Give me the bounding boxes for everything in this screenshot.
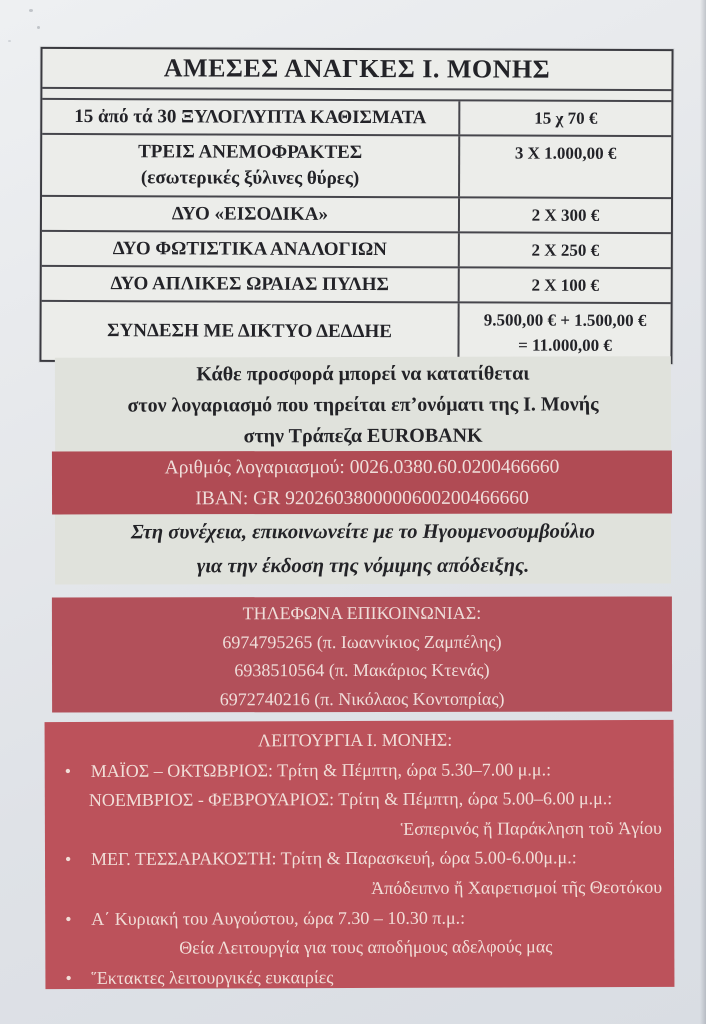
cost-value: 2 Χ 250 € bbox=[531, 240, 600, 260]
account-band bbox=[52, 450, 672, 514]
schedule-line bbox=[45, 814, 666, 846]
iban: IBAN: GR 9202603800000600200466660 bbox=[195, 487, 529, 510]
schedule-line bbox=[45, 962, 666, 994]
donation-line: στον λογαριασμό που τηρείται επ’ονόματι της Ι. Μονής bbox=[127, 393, 599, 417]
table-row bbox=[42, 232, 671, 269]
paper-speck bbox=[8, 40, 11, 42]
item-label: 15 ἀπό τά 30 ΞΥΛΟΓΛΥΠΤΑ ΚΑΘΙΣΜΑΤΑ bbox=[74, 105, 427, 128]
table-row bbox=[42, 100, 671, 137]
donation-line: Κάθε προσφορά μπορεί να κατατίθεται bbox=[196, 362, 530, 386]
cost-cell bbox=[460, 198, 671, 232]
item-cell bbox=[42, 197, 460, 231]
contacts-title: ΤΗΛΕΦΩΝΑ ΕΠΙΚΟΙΝΩΝΙΑΣ: bbox=[242, 602, 482, 624]
schedule-text: Ἀπόδειπνο ἤ Χαιρετισμοί τῆς Θεοτόκου bbox=[371, 876, 663, 898]
needs-table bbox=[39, 47, 673, 364]
account-number: Αριθμός λογαριασμού: 0026.0380.60.0200466660 bbox=[164, 456, 560, 479]
schedule-text: ΝΟΕΜΒΡΙΟΣ - ΦΕΒΡΟΥΑΡΙΟΣ: Τρίτη & Πέμπτη, ώρα 5.00–6.00 μ.μ.: bbox=[88, 788, 613, 811]
cost-cell bbox=[459, 303, 670, 362]
schedule-line bbox=[45, 755, 666, 787]
item-cell bbox=[41, 302, 459, 361]
cost-cell bbox=[460, 101, 671, 135]
item-label: ΔΥΟ ΦΩΤΙΣΤΙΚΑ ΑΝΑΛΟΓΙΩΝ bbox=[112, 237, 387, 260]
cost-value: 2 Χ 100 € bbox=[531, 275, 600, 295]
schedule-line bbox=[45, 932, 666, 964]
schedule-line bbox=[45, 784, 666, 816]
item-label: ΔΥΟ ΑΠΛΙΚΕΣ ΩΡΑΙΑΣ ΠΥΛΗΣ bbox=[110, 272, 390, 295]
phone-line: 6974795265 (π. Ιωαννίκιος Ζαμπέλης) bbox=[222, 631, 502, 652]
phone-line: 6972740216 (π. Νικόλαος Κοντοπρίας) bbox=[219, 688, 505, 709]
schedule-line bbox=[45, 873, 666, 905]
table-row bbox=[42, 197, 671, 234]
cost-value: 3 Χ 1.000,00 € bbox=[514, 143, 617, 163]
schedule-text: Θεία Λειτουργία για τους αποδήμους αδελφούς μας bbox=[179, 936, 553, 958]
paper-speck bbox=[29, 9, 33, 12]
schedule-line bbox=[45, 843, 666, 875]
table-row bbox=[42, 135, 671, 199]
cost-value: 15 χ 70 € bbox=[534, 108, 598, 128]
schedule-block bbox=[45, 720, 675, 989]
table-title: ΑΜΕΣΕΣ ΑΝΑΓΚΕΣ Ι. ΜΟΝΗΣ bbox=[42, 49, 671, 91]
schedule-text: ΜΕΓ. ΤΕΣΣΑΡΑΚΟΣΤΗ: Τρίτη & Παρασκευή, ώρα 5.00-6.00μ.μ.: bbox=[90, 847, 577, 870]
contacts-block bbox=[52, 596, 672, 712]
item-cell bbox=[42, 100, 460, 134]
cost-value: 9.500,00 € + 1.500,00 € bbox=[483, 310, 647, 331]
cost-cell bbox=[460, 136, 671, 197]
schedule-text: Ἑσπερινός ἤ Παράκληση τοῦ Ἁγίου bbox=[400, 817, 662, 839]
receipt-line: για την έκδοση της νόμιμης απόδειξης. bbox=[196, 554, 530, 578]
phone-line: 6938510564 (π. Μακάριος Κτενάς) bbox=[234, 659, 490, 681]
table-row bbox=[41, 302, 670, 362]
schedule-text: Α΄ Κυριακή του Αυγούστου, ώρα 7.30 – 10.30 π.μ.: bbox=[91, 907, 466, 929]
item-label: ΤΡΕΙΣ ΑΝΕΜΟΦΡΑΚΤΕΣ bbox=[138, 141, 363, 164]
schedule-text: ΜΑΪΟΣ – ΟΚΤΩΒΡΙΟΣ: Τρίτη & Πέμπτη, ώρα 5.30–7.00 μ.μ.: bbox=[90, 758, 552, 781]
receipt-line: Στη συνέχεια, επικοινωνείτε με το Ηγουμενοσυμβούλιο bbox=[130, 520, 595, 544]
schedule-text: Ἕκτακτες λειτουργικές ευκαιρίες bbox=[91, 966, 334, 988]
cost-value: 2 Χ 300 € bbox=[531, 205, 600, 225]
item-label: ΔΥΟ «ΕΙΣΟΔΙΚΑ» bbox=[171, 202, 329, 225]
item-cell bbox=[42, 135, 460, 196]
receipt-note bbox=[55, 513, 671, 584]
item-sublabel: (εσωτερικές ξύλινες θύρες) bbox=[140, 167, 360, 190]
donation-note bbox=[55, 356, 671, 452]
schedule-line bbox=[45, 902, 666, 934]
item-cell bbox=[42, 232, 460, 266]
paper-speck bbox=[37, 26, 40, 29]
cost-cell bbox=[460, 268, 671, 302]
cost-total: = 11.000,00 € bbox=[518, 335, 612, 355]
item-cell bbox=[42, 267, 460, 301]
cost-cell bbox=[460, 233, 671, 267]
donation-line: στην Τράπεζα EUROBANK bbox=[243, 424, 483, 448]
schedule-title: ΛΕΙΤΟΥΡΓΙΑ Ι. ΜΟΝΗΣ: bbox=[257, 729, 453, 751]
item-label: ΣΥΝΔΕΣΗ ΜΕ ΔΙΚΤΥΟ ΔΕΔΔΗΕ bbox=[107, 320, 393, 343]
scan-edge-shadow bbox=[700, 0, 706, 1024]
table-row bbox=[42, 267, 671, 304]
